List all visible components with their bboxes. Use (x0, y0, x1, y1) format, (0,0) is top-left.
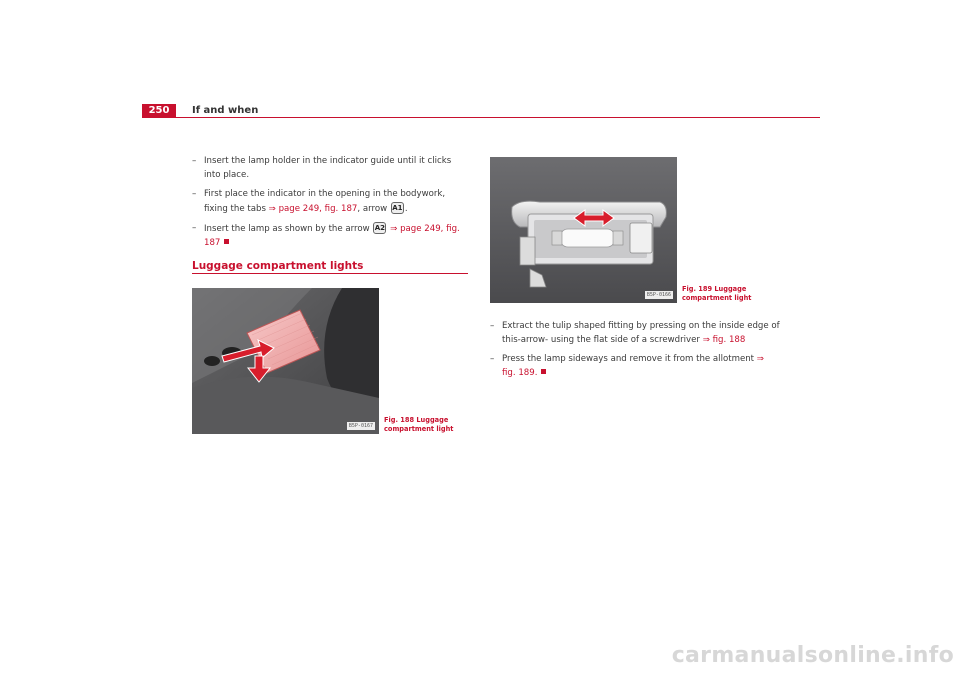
dash-marker: – (192, 156, 197, 166)
dash-marker: – (192, 189, 197, 199)
callout-badge: A2 (374, 224, 386, 232)
instruction-step (192, 155, 468, 182)
callout-badge: A1 (392, 203, 403, 212)
figure-code: B5P-0167 (348, 423, 373, 429)
cross-reference-link[interactable]: ⇒ fig. 189. (502, 354, 764, 378)
step-text: Press the lamp sideways and remove it from the allotment (502, 354, 757, 364)
subheading-rule (192, 273, 468, 274)
step-text: , arrow (357, 203, 390, 214)
right-instructions (490, 320, 780, 386)
dash-marker: – (192, 223, 197, 233)
step-text: First place the indicator in the opening in the bodywork, fixing the tabs (204, 189, 446, 214)
watermark: carmanualsonline.info (671, 643, 954, 668)
cross-reference-link[interactable]: ⇒ page 249, fig. 187 (204, 224, 460, 248)
dash-marker: – (490, 321, 495, 331)
cross-reference-link[interactable]: ⇒ page 249, fig. 187 (268, 203, 358, 214)
end-of-section-icon (224, 239, 229, 244)
dash-marker: – (490, 354, 495, 364)
lamp-removal-illustration (490, 157, 677, 303)
step-text: Insert the lamp as shown by the arrow (204, 224, 373, 234)
left-instructions (192, 155, 468, 256)
step-text: . (404, 203, 408, 214)
instruction-step (490, 320, 780, 347)
subheading: Luggage compartment lights (192, 260, 364, 272)
cross-reference-link[interactable]: ⇒ fig. 188 (702, 334, 746, 345)
page-number: 250 (142, 104, 176, 117)
header-rule (142, 117, 820, 118)
step-text: Insert the lamp holder in the indicator guide until it clicks into place. (204, 156, 452, 180)
section-title: If and when (192, 105, 259, 116)
figure-caption: Fig. 189 Luggage compartment light (682, 285, 752, 302)
luggage-light-illustration (192, 288, 379, 434)
instruction-step (192, 188, 468, 216)
figure-189 (490, 157, 677, 303)
figure-code: B5P-0166 (646, 292, 671, 298)
end-of-section-icon (541, 369, 546, 374)
step-text: Extract the tulip shaped fitting by pressing on the inside edge of this-arrow- using the flat side of a screwdriver (502, 321, 780, 345)
instruction-step (490, 353, 780, 380)
figure-caption: Fig. 188 Luggage compartment light (384, 416, 454, 433)
figure-188 (192, 288, 379, 434)
instruction-step (192, 222, 468, 250)
